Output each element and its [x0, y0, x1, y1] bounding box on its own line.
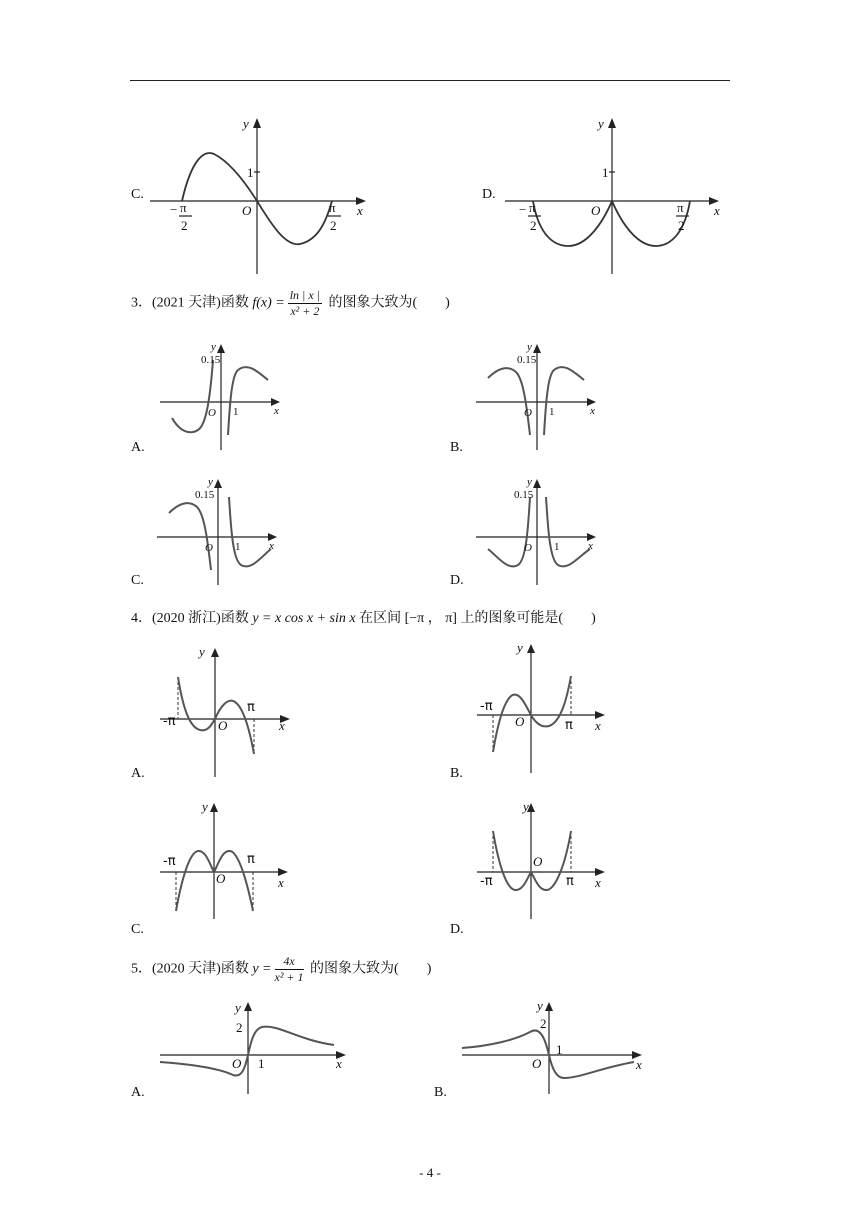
- q5-denominator: x² + 1: [274, 970, 304, 984]
- y-label: y: [243, 116, 249, 131]
- tick-two: 2: [236, 1020, 243, 1035]
- neg-pi-label: -π: [480, 699, 493, 714]
- tick-015: 0.15: [195, 489, 215, 501]
- y-axis-arrow: [527, 644, 535, 653]
- q3-x-paren: (x) =: [256, 295, 285, 311]
- x-label: x: [269, 540, 274, 552]
- y-label: y: [598, 116, 604, 131]
- y-label: y: [537, 998, 543, 1013]
- origin-label: O: [591, 203, 601, 218]
- q3-option-b-graph: [474, 340, 604, 455]
- tick-one: 1: [602, 165, 609, 180]
- y-axis-arrow: [217, 344, 225, 353]
- curve-right: [229, 497, 271, 566]
- pos-pi: π: [677, 200, 684, 215]
- q3-fx: f: [252, 295, 257, 311]
- q4-option-c-label[interactable]: C.: [131, 922, 144, 937]
- tick-one: 1: [554, 541, 560, 553]
- y-axis-arrow: [210, 803, 218, 812]
- q5-y-eq: y =: [252, 961, 272, 977]
- header-rule: [130, 80, 730, 81]
- q4-prefix: 4．(2020 浙江)函数: [131, 611, 253, 626]
- y-label: y: [527, 341, 532, 353]
- curve-right: [544, 367, 584, 435]
- tick-one: 1: [556, 1042, 563, 1057]
- y-label: y: [199, 644, 205, 659]
- q4-option-d-label[interactable]: D.: [450, 922, 464, 937]
- q3-option-a-graph: [158, 340, 288, 455]
- origin-label: O: [208, 407, 216, 419]
- y-label: y: [523, 799, 529, 814]
- q2-option-d-graph: [505, 112, 735, 277]
- q3-fraction: [288, 288, 322, 319]
- y-axis-arrow: [608, 118, 616, 128]
- q3-close: ): [445, 295, 450, 311]
- q4-option-d-graph: [475, 797, 615, 922]
- pi-label: π: [247, 852, 255, 867]
- q3-option-b-label[interactable]: B.: [450, 440, 463, 455]
- neg-sign: −: [519, 202, 527, 217]
- origin-label: O: [218, 718, 228, 733]
- pos-two: 2: [678, 218, 685, 233]
- page-number: - 4 -: [419, 1165, 441, 1180]
- tick-one: 1: [549, 406, 555, 418]
- tick-015: 0.15: [517, 354, 537, 366]
- curve: [160, 1027, 334, 1076]
- origin-label: O: [532, 1056, 542, 1071]
- y-label: y: [527, 476, 532, 488]
- origin-label: O: [515, 714, 525, 729]
- curve-right: [546, 497, 590, 566]
- q5-option-b-label[interactable]: B.: [434, 1085, 447, 1100]
- tick-one: 1: [247, 165, 254, 180]
- q5-option-b-graph: [460, 996, 660, 1096]
- tick-two: 2: [540, 1016, 547, 1031]
- x-label: x: [595, 718, 601, 733]
- q4-option-b-graph: [475, 638, 615, 778]
- y-label: y: [235, 1000, 241, 1015]
- q3-option-d-label[interactable]: D.: [450, 573, 464, 588]
- x-label: x: [595, 875, 601, 890]
- tick-015: 0.15: [514, 489, 534, 501]
- neg-pi-label: -π: [163, 854, 176, 869]
- neg-pi: π: [529, 200, 536, 215]
- q4-option-c-graph: [158, 797, 298, 922]
- q5-close: ): [426, 961, 432, 977]
- neg-two: 2: [181, 218, 188, 233]
- x-label: x: [714, 203, 720, 218]
- x-label: x: [278, 875, 284, 890]
- tick-015: 0.15: [201, 354, 221, 366]
- origin-label: O: [205, 542, 213, 554]
- q3-option-c-graph: [155, 475, 285, 590]
- curve-right: [228, 367, 268, 435]
- tick-one: 1: [233, 406, 239, 418]
- q3-option-c-label[interactable]: C.: [131, 573, 144, 588]
- curve-left: [488, 497, 530, 566]
- curve: [178, 677, 254, 754]
- q4-option-a-label[interactable]: A.: [131, 766, 145, 781]
- y-label: y: [517, 640, 523, 655]
- x-label: x: [279, 718, 285, 733]
- q2-option-d-label[interactable]: D.: [482, 187, 496, 202]
- curve-left: [172, 360, 213, 432]
- origin-label: O: [524, 407, 532, 419]
- q3-denominator: x² + 2: [290, 304, 320, 318]
- y-axis-arrow: [253, 118, 261, 128]
- x-label: x: [590, 405, 595, 417]
- q5-option-a-graph: [158, 996, 358, 1096]
- q3-option-a-label[interactable]: A.: [131, 440, 145, 455]
- q4-mid: 在区间: [355, 611, 405, 626]
- origin-label: O: [242, 203, 252, 218]
- pos-two: 2: [330, 218, 337, 233]
- question-5-stem: [131, 954, 431, 985]
- q3-numerator: ln | x |: [289, 288, 320, 302]
- x-label: x: [357, 203, 363, 218]
- q2-option-c-graph: [150, 112, 380, 277]
- question-4-stem: [131, 607, 596, 627]
- curve: [493, 676, 571, 752]
- q5-suffix: 的图象大致为(: [306, 961, 399, 977]
- q4-option-b-label[interactable]: B.: [450, 766, 463, 781]
- q4-expression: y = x cos x + sin x: [252, 611, 356, 626]
- pos-pi: π: [329, 200, 336, 215]
- x-label: x: [336, 1056, 342, 1071]
- question-3-stem: [131, 288, 450, 319]
- y-axis-arrow: [211, 648, 219, 657]
- pi-label: π: [247, 700, 255, 715]
- q5-prefix: 5．(2020 天津)函数: [131, 961, 253, 977]
- origin-label: O: [216, 871, 226, 886]
- neg-pi: π: [180, 200, 187, 215]
- pi-label: π: [565, 718, 573, 733]
- tick-one: 1: [235, 541, 241, 553]
- origin-label: O: [533, 854, 543, 869]
- q5-numerator: 4x: [275, 954, 304, 970]
- x-label: x: [274, 405, 279, 417]
- y-axis-arrow: [214, 479, 222, 488]
- tick-one: 1: [258, 1056, 265, 1071]
- q2-option-c-label[interactable]: C.: [131, 187, 144, 202]
- origin-label: O: [232, 1056, 242, 1071]
- y-label: y: [211, 341, 216, 353]
- q3-suffix: 的图象大致为(: [324, 295, 418, 311]
- curve: [493, 831, 571, 890]
- curve: [462, 1030, 634, 1078]
- q4-option-a-graph: [158, 642, 298, 782]
- y-label: y: [202, 799, 208, 814]
- x-label: x: [588, 540, 593, 552]
- neg-pi-label: -π: [480, 874, 493, 889]
- x-label: x: [636, 1057, 642, 1072]
- y-axis-arrow: [533, 344, 541, 353]
- y-axis-arrow: [533, 479, 541, 488]
- neg-pi-label: -π: [163, 714, 176, 729]
- y-axis-arrow: [244, 1002, 252, 1011]
- y-axis-arrow: [545, 1002, 553, 1011]
- q4-suffix: 上的图象可能是(: [456, 611, 564, 626]
- q3-option-d-graph: [474, 475, 604, 590]
- q5-option-a-label[interactable]: A.: [131, 1085, 145, 1100]
- neg-two: 2: [530, 218, 537, 233]
- origin-label: O: [524, 542, 532, 554]
- q3-prefix: 3．(2021 天津)函数: [131, 295, 253, 311]
- pi-label: π: [566, 874, 574, 889]
- neg-sign: −: [170, 202, 178, 217]
- q4-close: ): [591, 611, 596, 626]
- q4-interval: [−π ， π]: [404, 611, 457, 626]
- y-label: y: [208, 476, 213, 488]
- q5-fraction: [275, 954, 304, 985]
